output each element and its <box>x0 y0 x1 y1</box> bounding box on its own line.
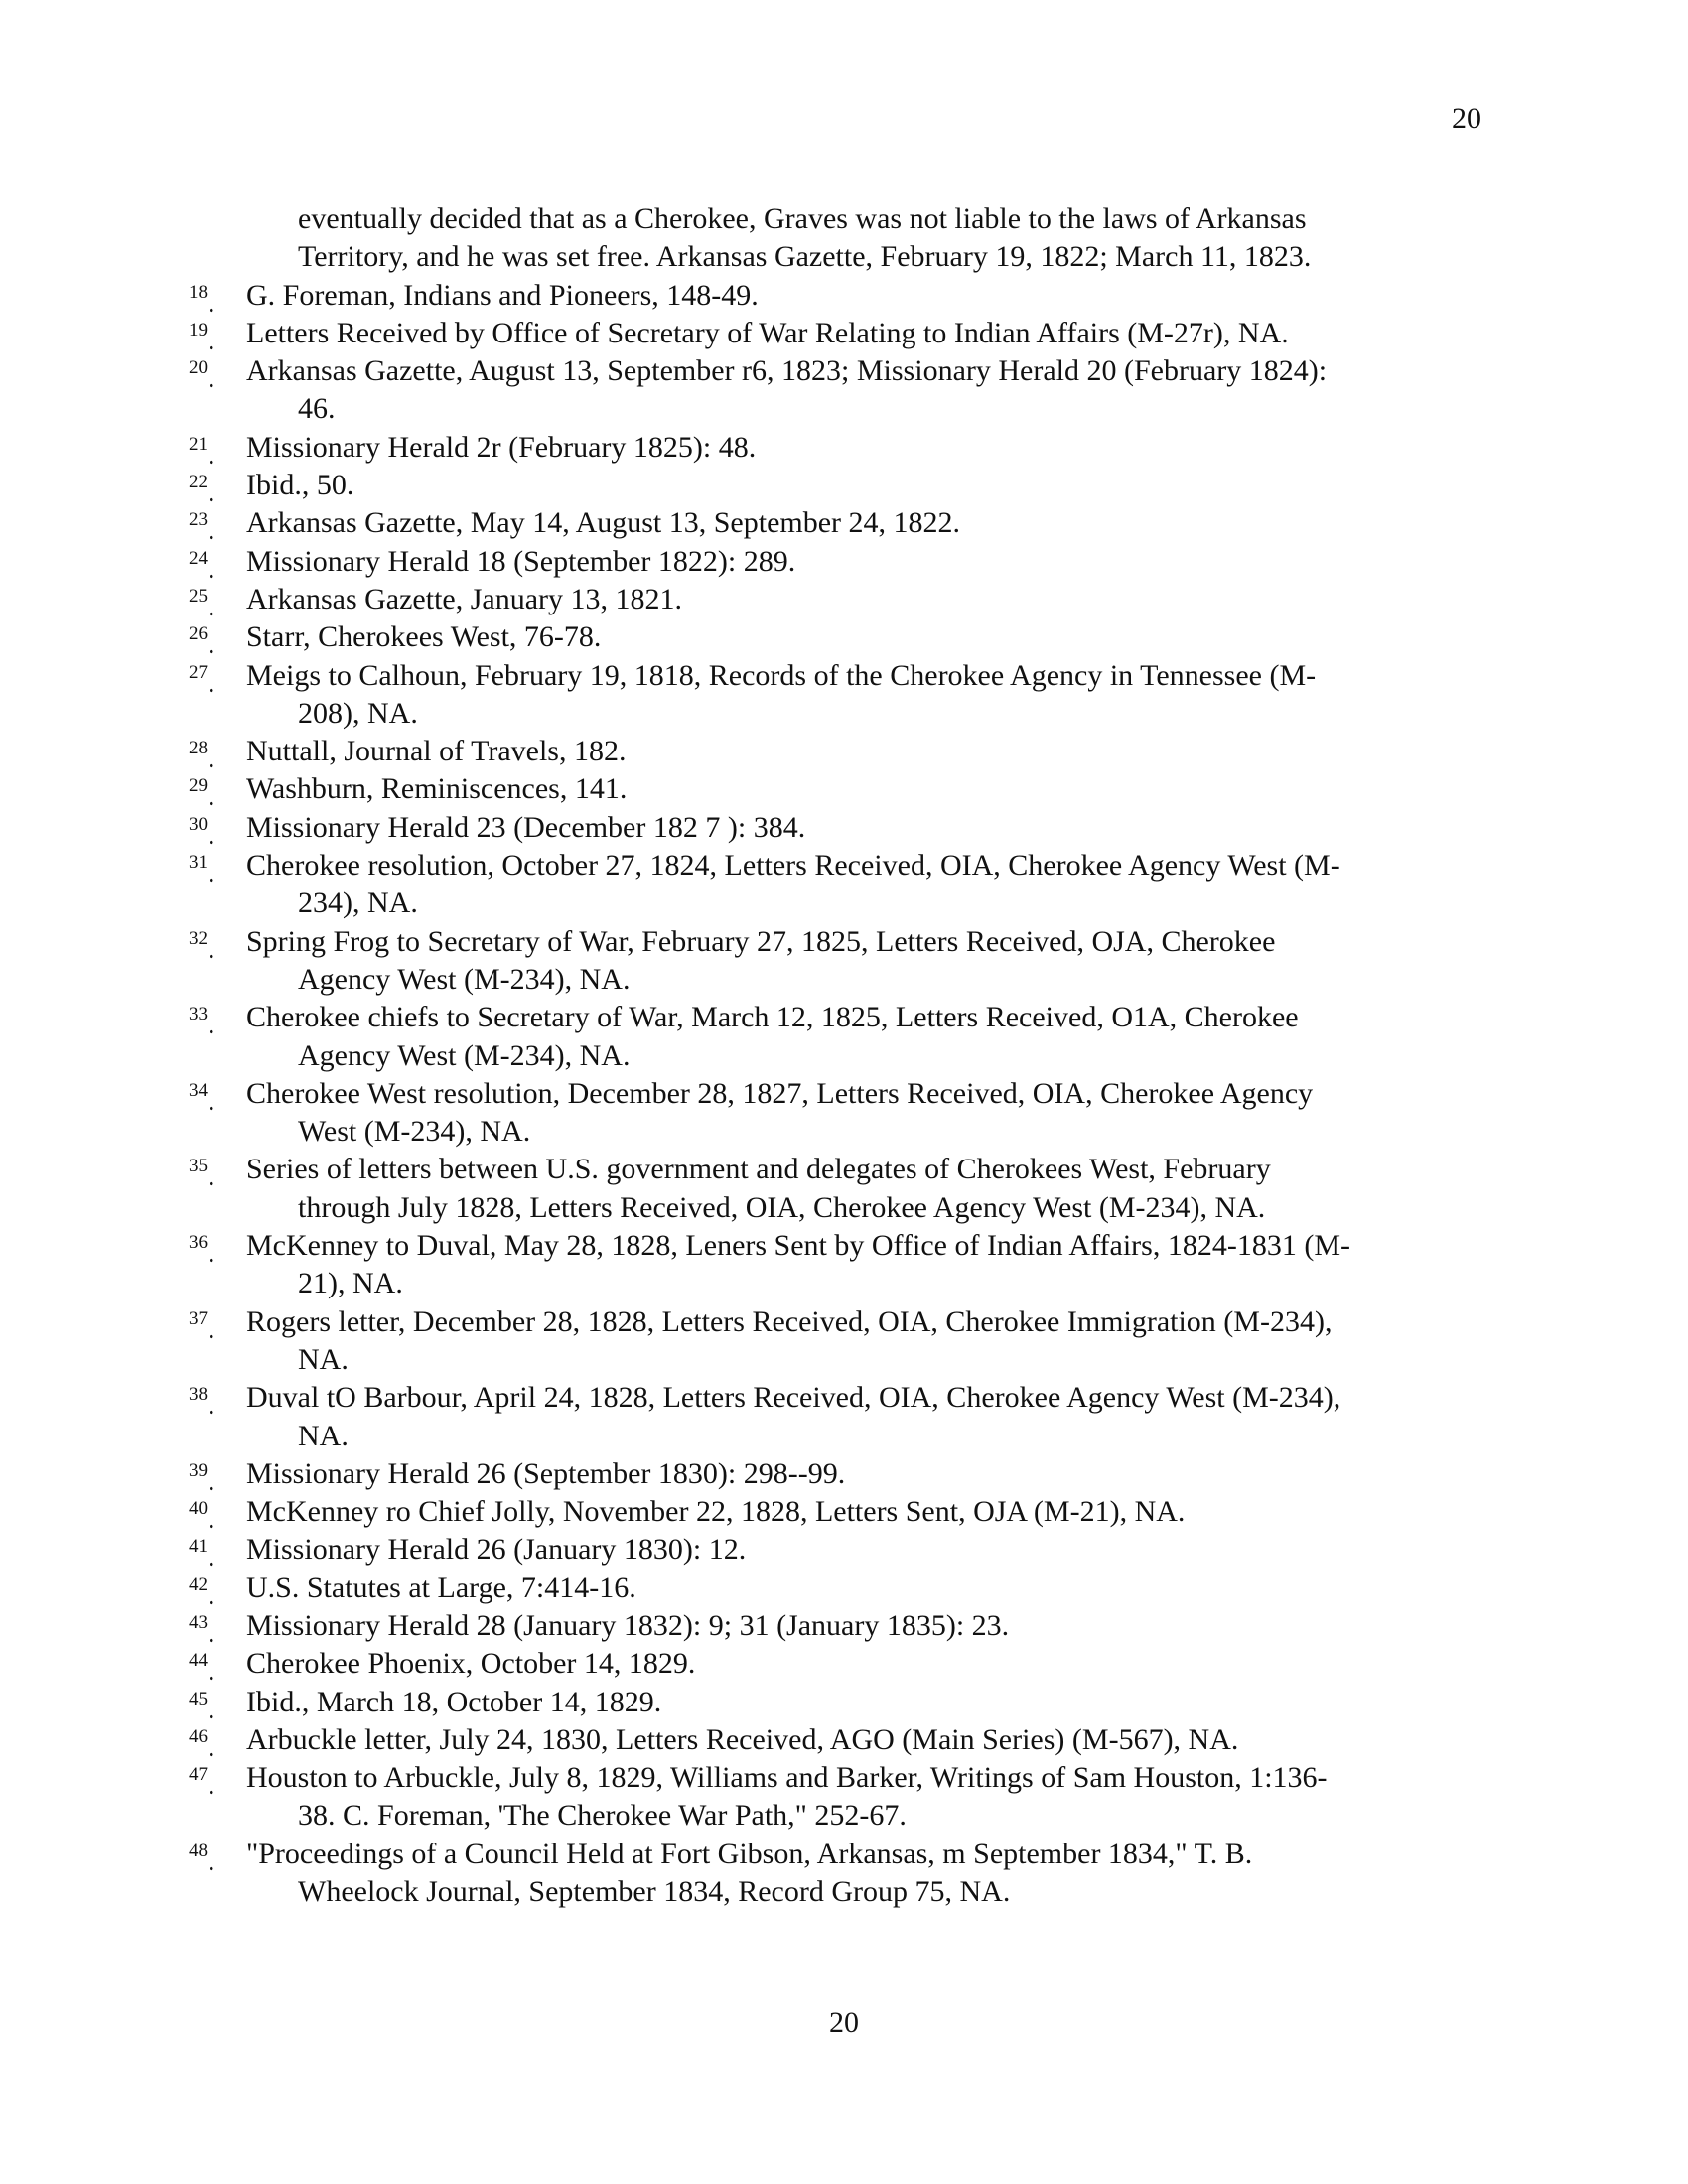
endnote-line: 21), NA. <box>298 1267 403 1300</box>
endnote-line: 46. <box>298 392 336 426</box>
endnote-number: $^{44}$. <box>189 1650 215 1688</box>
endnote-number-value: 42 <box>189 1573 208 1595</box>
endnote-number: $^{22}$. <box>189 472 215 509</box>
endnote-line: Washburn, Reminiscences, 141. <box>246 772 628 806</box>
endnote-text <box>246 770 1489 808</box>
endnote-text <box>246 543 1489 581</box>
endnote-number-value: 44 <box>189 1650 208 1672</box>
endnote-number-value: 18 <box>189 281 208 303</box>
endnote <box>189 277 1489 319</box>
endnote-text <box>246 1684 1489 1721</box>
continuation-line: eventually decided that as a Cherokee, Graves was not liable to the laws of Arkansas <box>298 203 1307 235</box>
endnote-number-value: 45 <box>189 1688 208 1709</box>
endnote-number: $^{29}$. <box>189 775 215 813</box>
endnote <box>189 1645 1489 1688</box>
endnote-line: 208), NA. <box>298 696 418 730</box>
endnote-number-value: 27 <box>189 661 208 683</box>
endnote-number: $^{40}$. <box>189 1498 215 1536</box>
endnote-line: McKenney to Duval, May 28, 1828, Leners Sent by Office of Indian Affairs, 1824-1831 (M- <box>246 1229 1350 1263</box>
endnote-number-value: 35 <box>189 1156 208 1177</box>
page-number-bottom: 20 <box>829 2006 859 2039</box>
endnote-number-value: 24 <box>189 547 208 569</box>
endnote-number-value: 33 <box>189 1004 208 1025</box>
endnote-text <box>246 1303 1489 1380</box>
endnote-line: McKenney ro Chief Jolly, November 22, 1828, Letters Sent, OJA (M-21), NA. <box>246 1495 1186 1529</box>
endnote-line: Agency West (M-234), NA. <box>298 962 631 996</box>
note-continuation <box>189 201 1489 277</box>
endnote-text <box>246 1570 1489 1607</box>
endnote-text <box>246 923 1489 1000</box>
endnote-number-value: 20 <box>189 357 208 379</box>
endnote-number-value: 48 <box>189 1840 208 1861</box>
endnote-text <box>246 1227 1489 1303</box>
endnote-text <box>246 657 1489 734</box>
endnote <box>189 1151 1489 1227</box>
endnote-number: $^{42}$. <box>189 1573 215 1611</box>
endnote <box>189 1684 1489 1725</box>
endnote-line: "Proceedings of a Council Held at Fort Gibson, Arkansas, m September 1834," T. B. <box>246 1837 1253 1870</box>
endnote-number: $^{28}$. <box>189 738 215 775</box>
endnote-number-value: 41 <box>189 1536 208 1558</box>
endnote-line: West (M-234), NA. <box>298 1115 531 1149</box>
endnote-number: $^{41}$. <box>189 1536 215 1573</box>
endnote-number-value: 29 <box>189 775 208 797</box>
endnote-line: 38. C. Foreman, 'The Cherokee War Path," 252-67. <box>298 1799 907 1833</box>
endnote-text <box>246 847 1489 923</box>
endnote-line: Houston to Arbuckle, July 8, 1829, Williams and Barker, Writings of Sam Houston, 1:136- <box>246 1761 1328 1795</box>
endnote-line: 234), NA. <box>298 887 418 920</box>
endnote <box>189 1836 1489 1912</box>
endnote-number-value: 43 <box>189 1611 208 1633</box>
endnote-line: Arkansas Gazette, May 14, August 13, September 24, 1822. <box>246 506 961 540</box>
endnote-text <box>246 809 1489 847</box>
endnote-number-value: 21 <box>189 433 208 455</box>
endnote <box>189 923 1489 1000</box>
endnote <box>189 1493 1489 1536</box>
endnote <box>189 1303 1489 1380</box>
endnote-number: $^{43}$. <box>189 1611 215 1649</box>
endnote-text <box>246 1607 1489 1645</box>
endnote-number: $^{37}$. <box>189 1307 215 1345</box>
endnote-number: $^{45}$. <box>189 1688 215 1725</box>
endnote-line: Cherokee Phoenix, October 14, 1829. <box>246 1647 696 1681</box>
endnote-number: $^{23}$. <box>189 509 215 547</box>
endnote-line: Cherokee West resolution, December 28, 1827, Letters Received, OIA, Cherokee Agency <box>246 1076 1314 1110</box>
endnote <box>189 1759 1489 1836</box>
endnotes-list <box>189 201 1489 1911</box>
endnote-line: Starr, Cherokees West, 76-78. <box>246 620 602 654</box>
endnote-number: $^{48}$. <box>189 1840 215 1877</box>
endnote-number: $^{34}$. <box>189 1079 215 1117</box>
endnote-line: Cherokee chiefs to Secretary of War, March 12, 1825, Letters Received, O1A, Cherokee <box>246 1001 1299 1034</box>
endnote-line: Nuttall, Journal of Travels, 182. <box>246 735 627 768</box>
endnote-text <box>246 1379 1489 1455</box>
endnote <box>189 999 1489 1075</box>
endnote-line: Missionary Herald 28 (January 1832): 9; 31 (January 1835): 23. <box>246 1608 1010 1642</box>
endnote-text <box>246 352 1489 429</box>
endnote-text <box>246 1075 1489 1152</box>
endnote-line: Rogers letter, December 28, 1828, Letters Received, OIA, Cherokee Immigration (M-234), <box>246 1304 1333 1338</box>
endnote-number-value: 26 <box>189 623 208 645</box>
endnote-line: NA. <box>298 1342 349 1376</box>
endnote-number: $^{35}$. <box>189 1156 215 1193</box>
endnote-text <box>246 733 1489 770</box>
endnote <box>189 733 1489 775</box>
endnote-text <box>246 618 1489 656</box>
endnote-text <box>246 1531 1489 1569</box>
endnote-number-value: 39 <box>189 1459 208 1481</box>
endnote-number-value: 32 <box>189 927 208 949</box>
endnote-number: $^{31}$. <box>189 852 215 889</box>
endnote-number: $^{25}$. <box>189 585 215 622</box>
endnote-text <box>246 1721 1489 1759</box>
endnote-number-value: 22 <box>189 472 208 493</box>
endnote <box>189 809 1489 851</box>
endnote-line: Duval tO Barbour, April 24, 1828, Letters Received, OIA, Cherokee Agency West (M-234), <box>246 1381 1341 1415</box>
endnote-number: $^{38}$. <box>189 1384 215 1422</box>
endnote <box>189 504 1489 547</box>
endnote-number-value: 40 <box>189 1498 208 1520</box>
endnote-number: $^{39}$. <box>189 1459 215 1497</box>
endnote-number: $^{26}$. <box>189 623 215 661</box>
endnote-number: $^{30}$. <box>189 813 215 851</box>
endnote-number-value: 37 <box>189 1307 208 1329</box>
endnote-number: $^{32}$. <box>189 927 215 965</box>
endnote <box>189 657 1489 734</box>
endnote-line: Cherokee resolution, October 27, 1824, Letters Received, OIA, Cherokee Agency West (M- <box>246 849 1340 883</box>
endnote <box>189 1075 1489 1152</box>
endnote-number: $^{27}$. <box>189 661 215 699</box>
endnote <box>189 581 1489 622</box>
endnote <box>189 1721 1489 1763</box>
endnote-text <box>246 277 1489 315</box>
endnote <box>189 847 1489 923</box>
endnote-number-value: 25 <box>189 585 208 607</box>
endnote-number: $^{18}$. <box>189 281 215 319</box>
endnote-number-value: 19 <box>189 319 208 341</box>
endnote-text <box>246 504 1489 542</box>
endnote-number-value: 36 <box>189 1232 208 1254</box>
continuation-line: Territory, and he was set free. Arkansas Gazette, February 19, 1822; March 11, 1823. <box>298 240 1312 274</box>
endnote-text <box>246 1151 1489 1227</box>
endnote-text <box>246 315 1489 352</box>
endnote-line: Letters Received by Office of Secretary of War Relating to Indian Affairs (M-27r), NA. <box>246 316 1289 349</box>
endnote-line: through July 1828, Letters Received, OIA, Cherokee Agency West (M-234), NA. <box>298 1190 1266 1224</box>
endnote-text <box>246 999 1489 1075</box>
endnote-line: Missionary Herald 18 (September 1822): 289. <box>246 544 796 578</box>
endnote-line: Missionary Herald 26 (January 1830): 12. <box>246 1533 747 1567</box>
endnote-number-value: 30 <box>189 813 208 835</box>
endnote-number: $^{46}$. <box>189 1725 215 1763</box>
endnote-line: Series of letters between U.S. government and delegates of Cherokees West, February <box>246 1153 1271 1186</box>
endnote-line: Arkansas Gazette, August 13, September r6, 1823; Missionary Herald 20 (February 1824): <box>246 354 1328 388</box>
endnote-number-value: 47 <box>189 1764 208 1786</box>
endnote-number-value: 38 <box>189 1384 208 1406</box>
endnote <box>189 1455 1489 1497</box>
endnote-text <box>246 1759 1489 1836</box>
endnote-number-value: 28 <box>189 738 208 759</box>
endnote-line: Wheelock Journal, September 1834, Record Group 75, NA. <box>298 1875 1011 1909</box>
endnote-number-value: 34 <box>189 1079 208 1101</box>
endnote-number-value: 46 <box>189 1725 208 1747</box>
endnote <box>189 1531 1489 1573</box>
endnote-number-value: 23 <box>189 509 208 531</box>
endnote <box>189 352 1489 429</box>
endnote-line: Ibid., 50. <box>246 469 354 502</box>
endnote-line: Arbuckle letter, July 24, 1830, Letters Received, AGO (Main Series) (M-567), NA. <box>246 1722 1239 1756</box>
endnote-line: Ibid., March 18, October 14, 1829. <box>246 1685 662 1718</box>
endnote <box>189 467 1489 509</box>
endnote <box>189 315 1489 356</box>
endnote-number: $^{19}$. <box>189 319 215 356</box>
endnote-number-value: 31 <box>189 852 208 874</box>
endnote-text <box>246 429 1489 467</box>
endnote-text <box>246 1645 1489 1683</box>
endnote-number: $^{47}$. <box>189 1764 215 1802</box>
endnote <box>189 1227 1489 1303</box>
endnote-line: Meigs to Calhoun, February 19, 1818, Records of the Cherokee Agency in Tennessee (M- <box>246 658 1317 692</box>
endnote-line: Missionary Herald 23 (December 182 7 ): 384. <box>246 810 806 844</box>
endnote <box>189 429 1489 471</box>
endnote <box>189 543 1489 585</box>
endnote-number: $^{33}$. <box>189 1004 215 1041</box>
endnote-number: $^{36}$. <box>189 1232 215 1270</box>
endnote-number: $^{20}$. <box>189 357 215 395</box>
endnote <box>189 1570 1489 1611</box>
page-number-top: 20 <box>1452 102 1481 135</box>
endnote-line: G. Foreman, Indians and Pioneers, 148-49. <box>246 278 759 312</box>
endnote-line: Missionary Herald 2r (February 1825): 48. <box>246 430 757 464</box>
endnote-text <box>246 467 1489 504</box>
endnote-line: Arkansas Gazette, January 13, 1821. <box>246 582 683 615</box>
endnote <box>189 618 1489 661</box>
endnote-text <box>246 1493 1489 1531</box>
endnote-line: U.S. Statutes at Large, 7:414-16. <box>246 1570 636 1604</box>
endnote-line: Spring Frog to Secretary of War, February 27, 1825, Letters Received, OJA, Cherokee <box>246 924 1276 958</box>
endnote <box>189 770 1489 813</box>
endnote <box>189 1379 1489 1455</box>
endnote-text <box>246 1455 1489 1493</box>
endnote-line: Agency West (M-234), NA. <box>298 1038 631 1072</box>
endnote-line: NA. <box>298 1419 349 1452</box>
endnote <box>189 1607 1489 1649</box>
endnote-number: $^{24}$. <box>189 547 215 585</box>
endnote-number: $^{21}$. <box>189 433 215 471</box>
endnote-line: Missionary Herald 26 (September 1830): 298--99. <box>246 1456 846 1490</box>
endnote-text <box>246 581 1489 618</box>
endnote-text <box>246 1836 1489 1912</box>
